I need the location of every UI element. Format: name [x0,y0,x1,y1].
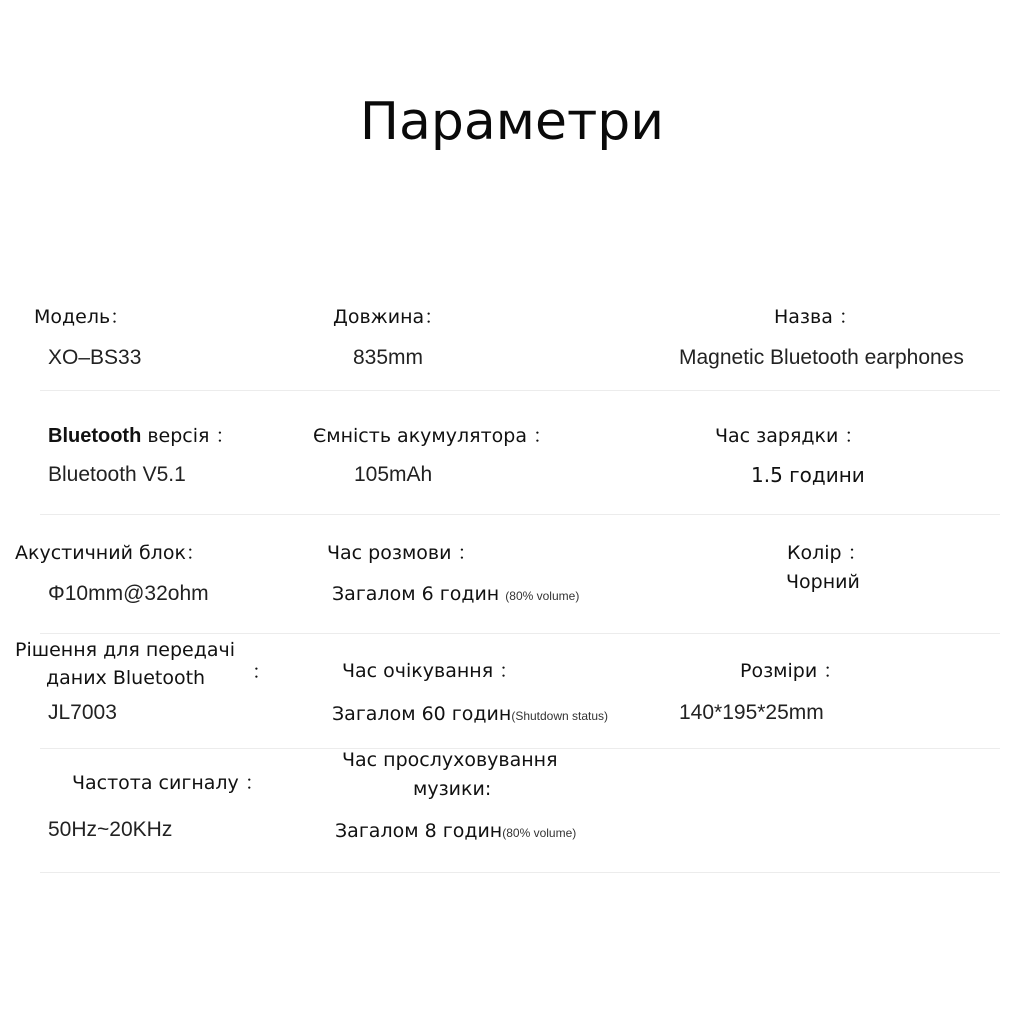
name-value: Magnetic Bluetooth earphones [679,346,964,369]
music-time-label-line2: музики: [413,778,492,800]
color-value: Чорний [786,571,860,593]
length-value: 835mm [353,346,424,369]
standby-time-note: (Shutdown status) [511,709,609,723]
standby-time-label: Час очікування ： [342,660,519,682]
dimensions-label: Розміри ： [740,660,843,682]
model-label: Модель： [34,306,130,328]
standby-time-text: Загалом 60 годин [332,703,512,725]
color-label: Колір ： [787,542,867,564]
row-divider [40,514,1000,515]
talk-time-value [332,581,579,609]
music-time-value [335,818,576,846]
frequency-label: Частота сигналу ： [72,772,264,794]
bt-solution-colon: ： [252,661,272,683]
music-time-text: Загалом 8 годин [335,820,503,842]
music-time-label-line1: Час прослуховування [342,749,558,771]
music-time-note: (80% volume) [502,826,577,840]
talk-time-label: Час розмови ： [327,542,477,564]
bt-version-value: Bluetooth V5.1 [48,463,186,486]
row-divider [40,390,1000,391]
bt-version-label-bold: Bluetooth [48,425,142,447]
bt-version-label-rest: версія ： [141,425,235,447]
battery-label: Ємність акумулятора ： [313,425,553,447]
bt-solution-label-line2: даних Bluetooth [46,667,206,689]
frequency-value: 50Hz~20KHz [48,818,173,841]
charge-time-label: Час зарядки ： [715,425,864,447]
talk-time-text: Загалом 6 годин [332,583,500,605]
speaker-value: Φ10mm@32ohm [48,582,209,605]
row-divider [40,872,1000,873]
bt-version-label [48,424,235,448]
dimensions-value: 140*195*25mm [679,701,824,724]
bt-solution-label-line1: Рішення для передачі [15,639,236,661]
model-value: XO–BS33 [48,346,142,369]
page-title: Параметри [359,92,665,152]
talk-time-note: (80% volume) [505,589,580,603]
row-divider [40,633,1000,634]
battery-value: 105mAh [354,463,433,486]
bt-solution-value: JL7003 [48,701,117,724]
name-label: Назва ： [774,306,858,328]
length-label: Довжина： [333,306,444,328]
charge-time-value: 1.5 години [751,463,865,487]
standby-time-value [332,701,608,729]
speaker-label: Акустичний блок： [15,542,205,564]
